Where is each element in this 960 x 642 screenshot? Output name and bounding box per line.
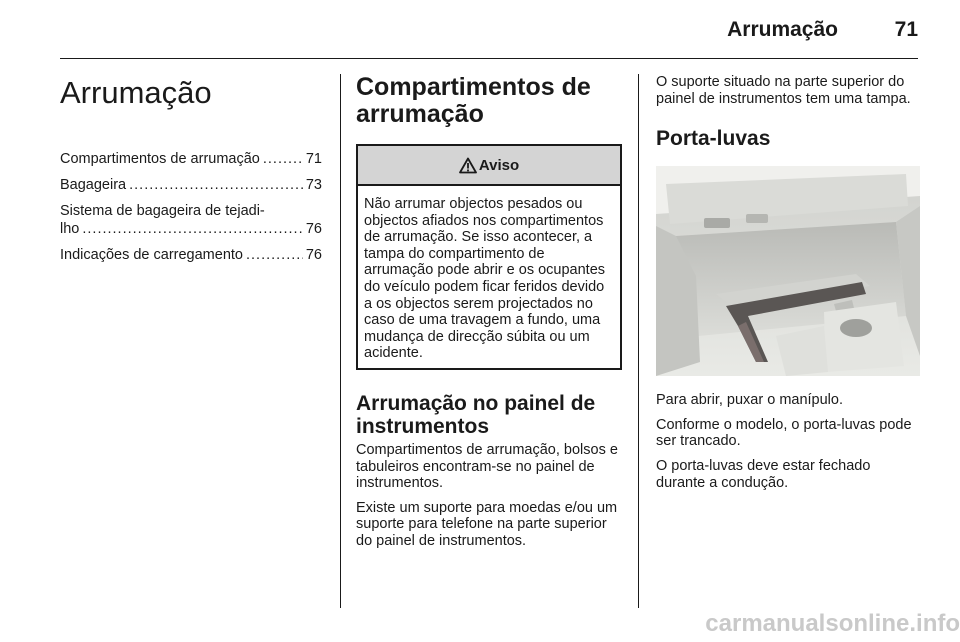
chapter-title: Arrumação [60, 75, 212, 110]
column-left [60, 74, 322, 272]
warning-box [356, 144, 622, 370]
column-right [656, 74, 920, 499]
toc-entry-page: 73 [305, 177, 322, 193]
glovebox-text-3: O porta-luvas deve estar fechado durante a condução. [656, 457, 871, 491]
toc-entry[interactable] [60, 246, 322, 264]
toc-entry-title: Sistema de bagageira de tejadi- [60, 203, 265, 219]
column-divider-2 [638, 74, 639, 608]
glovebox-text-1: Para abrir, puxar o manípulo. [656, 392, 843, 409]
page-header [60, 18, 918, 54]
section-title: Compartimentos de arrumação [356, 73, 591, 128]
glovebox-photo [656, 166, 920, 376]
toc-entry-title: Compartimentos de arrumação [60, 151, 260, 167]
watermark: carmanualsonline.info [705, 610, 960, 637]
toc-entry-page: 71 [305, 151, 322, 167]
toc-entry[interactable] [60, 202, 322, 238]
warning-label: Aviso [478, 156, 520, 174]
column-middle [356, 74, 622, 558]
glovebox-text-2: Conforme o modelo, o porta-luvas pode ser trancado. [656, 416, 912, 450]
toc-leader [82, 220, 303, 238]
toc-entry[interactable] [60, 150, 322, 168]
table-of-contents [60, 150, 322, 264]
toc-leader [263, 150, 303, 168]
header-section-title: Arrumação [727, 18, 838, 41]
warning-triangle-icon [459, 157, 477, 174]
instrument-panel-text-3: O suporte situado na parte superior do painel de instrumentos tem uma tampa. [656, 74, 911, 107]
instrument-panel-text-1: Compartimentos de arrumação, bolsos e tabuleiros encontram-se no painel de instrumentos. [356, 441, 618, 492]
column-divider-1 [340, 74, 341, 608]
toc-entry-page: 76 [305, 221, 322, 237]
toc-entry-title: Bagageira [60, 177, 127, 193]
toc-entry[interactable] [60, 176, 322, 194]
toc-entry-title-cont: lho [60, 221, 80, 237]
warning-header [358, 146, 620, 186]
toc-leader [129, 176, 303, 194]
toc-entry-title: Indicações de carregamento [60, 247, 243, 263]
glovebox-heading: Porta-luvas [656, 127, 771, 151]
toc-entry-page: 76 [305, 247, 322, 263]
page-number: 71 [894, 18, 918, 41]
toc-leader [246, 246, 303, 264]
warning-text: Não arrumar objectos pesados ou objectos afiados nos compartimentos de arrumação. Se isso acontecer, a tampa do compartimento de arrumação pode abrir e os ocupantes do veículo podem ficar feridos devido a os objectos serem projectados no caso de uma travagem a fundo, uma mudança de direcção súbita ou um acidente. [364, 196, 606, 362]
instrument-panel-heading: Arrumação no painel de instrumentos [356, 391, 596, 438]
header-rule [60, 58, 918, 59]
instrument-panel-text-2: Existe um suporte para moedas e/ou um suporte para telefone na parte superior do painel de instrumentos. [356, 499, 618, 549]
